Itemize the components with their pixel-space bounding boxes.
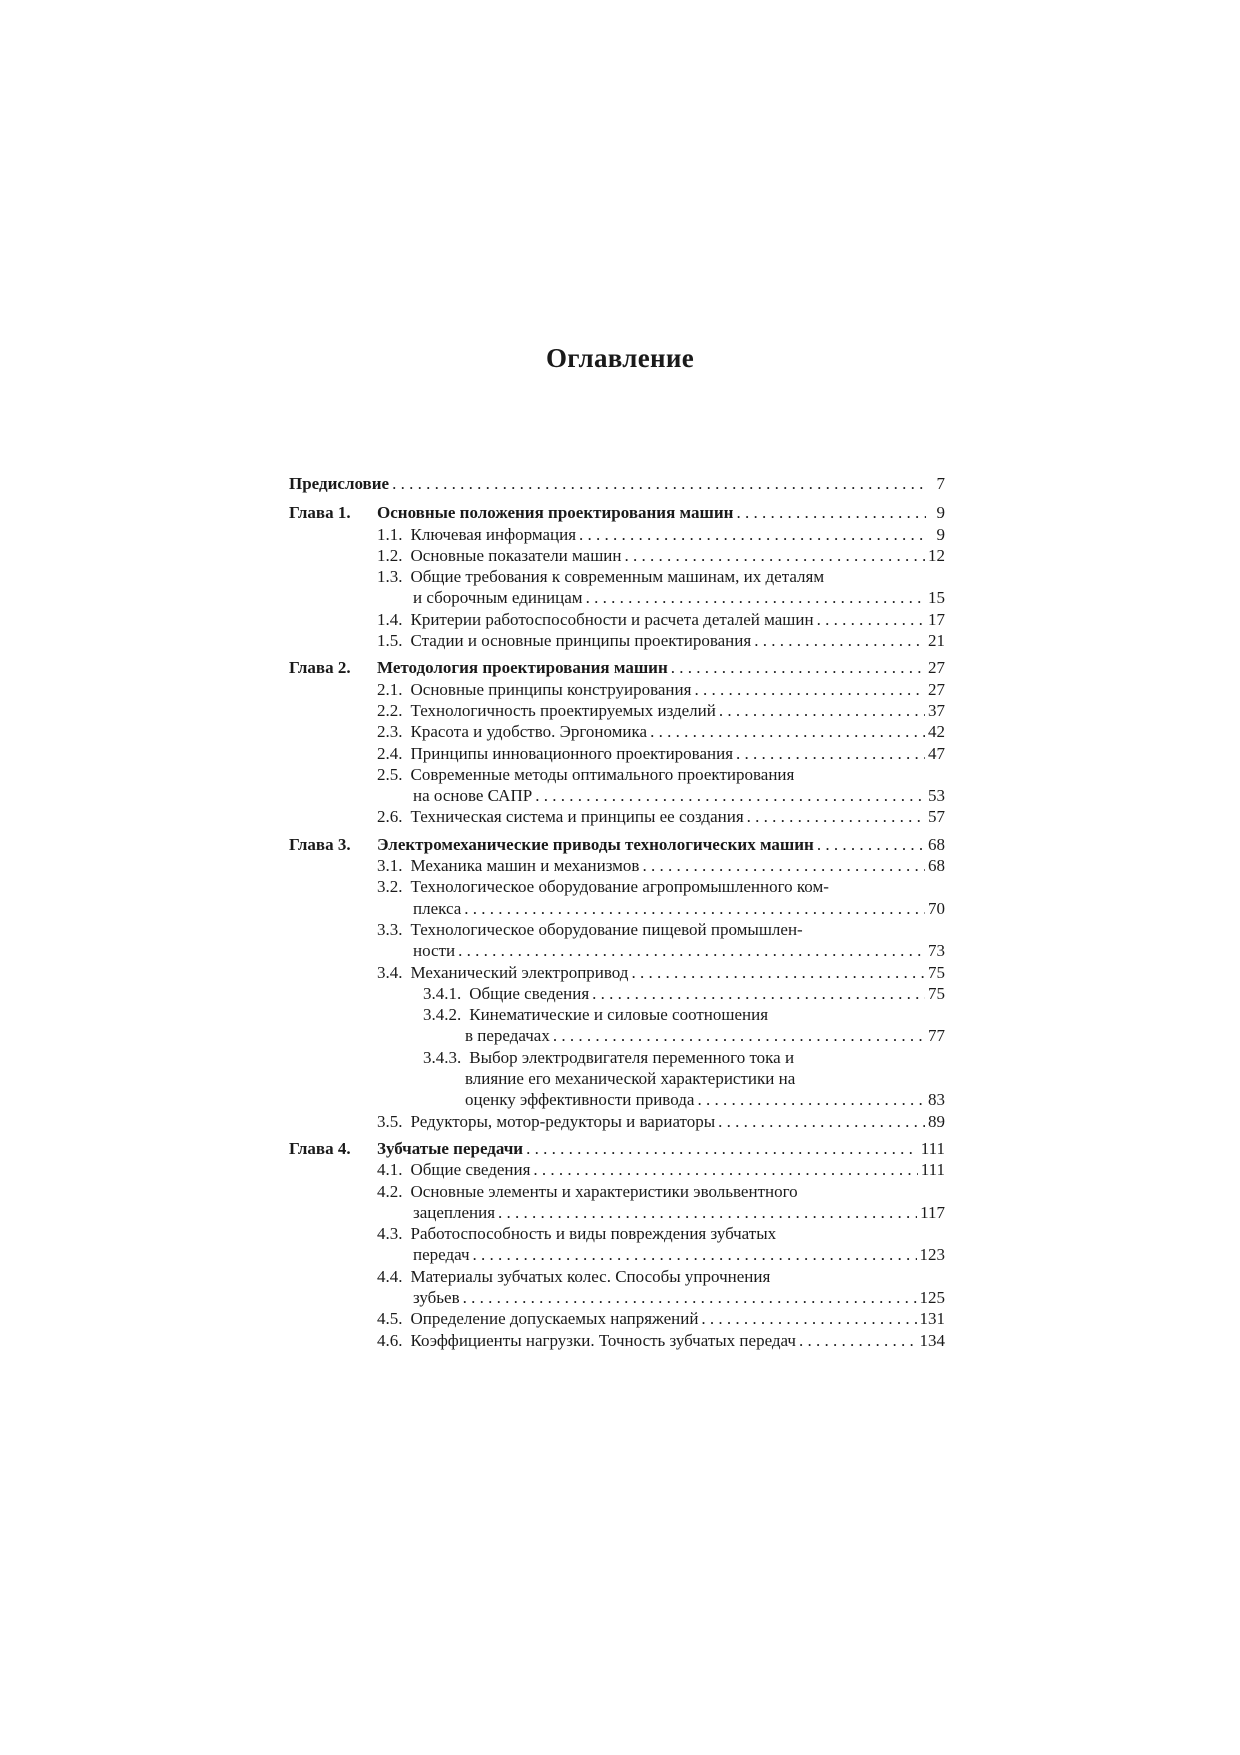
section-number: 3.4.1.: [423, 983, 462, 1003]
section-number: 3.3.: [377, 919, 403, 939]
toc-page-number: 21: [928, 631, 945, 651]
section-number: 2.5.: [377, 764, 403, 784]
toc-section: [289, 855, 945, 876]
section-title: Основные принципы конструирования: [410, 679, 692, 699]
toc-subsection: [289, 983, 945, 1004]
section-title-continued: и сборочным единицам: [413, 588, 583, 608]
toc-page-number: 42: [928, 722, 945, 742]
toc-section: [289, 1308, 945, 1329]
toc-page-number: 111: [920, 1138, 945, 1158]
section-title: Основные элементы и характеристики эвольвентного: [410, 1181, 798, 1201]
section-number: 1.5.: [377, 631, 403, 651]
section-title: Материалы зубчатых колес. Способы упрочнения: [410, 1266, 771, 1286]
toc-leader-dots: [671, 657, 925, 678]
section-title: Технологичность проектируемых изделий: [410, 700, 716, 720]
toc-section-continuation: [289, 898, 945, 919]
toc-leader-dots: [553, 1025, 925, 1046]
section-title-continued: в передачах: [465, 1026, 550, 1046]
toc-page-number: 68: [928, 834, 945, 854]
toc-page-number: 9: [936, 503, 945, 523]
toc-section: [289, 630, 945, 651]
page-title: Оглавление: [546, 343, 694, 373]
toc-section: [289, 1266, 945, 1287]
toc-leader-dots: [754, 630, 925, 651]
toc-section-continuation: [289, 1287, 945, 1308]
toc-leader-dots: [473, 1244, 917, 1265]
toc-section: [289, 919, 945, 940]
section-title: Технологическое оборудование пищевой промышлен-: [410, 919, 803, 939]
section-number: 2.3.: [377, 722, 403, 742]
section-title: Кинематические и силовые соотношения: [469, 1005, 769, 1025]
section-title: Общие сведения: [410, 1160, 531, 1180]
toc-section: [289, 609, 945, 630]
section-title: Выбор электродвигателя переменного тока и: [469, 1047, 795, 1067]
toc-page-number: 123: [919, 1245, 945, 1265]
section-number: 3.4.: [377, 962, 403, 982]
toc-leader-dots: [533, 1159, 917, 1180]
section-number: 3.4.3.: [423, 1047, 462, 1067]
section-title: Коэффициенты нагрузки. Точность зубчатых передач: [410, 1330, 796, 1350]
toc-section-continuation: [289, 940, 945, 961]
chapter-label: Глава 3.: [289, 834, 351, 854]
toc-chapter-4: [289, 1138, 945, 1351]
toc-leader-dots: [736, 502, 926, 523]
toc-page-number: 12: [928, 545, 945, 565]
toc-leader-dots: [458, 940, 925, 961]
section-number: 3.1.: [377, 856, 403, 876]
section-title-continued: зацепления: [413, 1202, 496, 1222]
toc-section: [289, 524, 945, 545]
toc-preface: [289, 473, 945, 494]
section-number: 4.5.: [377, 1309, 403, 1329]
toc-page-number: 75: [928, 962, 945, 982]
toc-section: [289, 962, 945, 983]
toc-section: [289, 545, 945, 566]
toc-leader-dots: [817, 834, 925, 855]
section-title: Механический электропривод: [410, 962, 629, 982]
section-title-continued: влияние его механической характеристики на: [465, 1069, 796, 1089]
toc-section: [289, 1223, 945, 1244]
toc-chapter-1: [289, 502, 945, 651]
chapter-title: Методология проектирования машин: [377, 658, 668, 678]
toc-section-continuation: [289, 587, 945, 608]
toc-subsection: [289, 1047, 945, 1068]
toc-section-continuation: [289, 1202, 945, 1223]
toc-page-number: 7: [936, 474, 945, 493]
section-title-continued: оценку эффективности привода: [465, 1090, 695, 1110]
toc-page-number: 131: [919, 1309, 945, 1329]
toc-chapter-3: [289, 834, 945, 1132]
toc-leader-dots: [392, 473, 926, 494]
toc-leader-dots: [625, 545, 925, 566]
chapter-title: Зубчатые передачи: [377, 1138, 524, 1158]
toc-page-number: 68: [928, 856, 945, 876]
toc-page-number: 9: [936, 524, 945, 544]
table-of-contents: [289, 473, 945, 1357]
section-title: Техническая система и принципы ее создания: [410, 807, 744, 827]
section-title-continued: на основе САПР: [413, 786, 533, 806]
section-number: 2.4.: [377, 743, 403, 763]
toc-section: [289, 764, 945, 785]
toc-leader-dots: [463, 1287, 917, 1308]
toc-page-number: 83: [928, 1090, 945, 1110]
toc-section-continuation: [289, 1089, 945, 1110]
section-number: 1.2.: [377, 545, 403, 565]
toc-section-continuation: [289, 785, 945, 806]
toc-leader-dots: [526, 1138, 918, 1159]
toc-section: [289, 700, 945, 721]
section-title-continued: передач: [413, 1245, 470, 1265]
section-number: 4.2.: [377, 1181, 403, 1201]
toc-page-number: 27: [928, 658, 945, 678]
section-number: 2.2.: [377, 700, 403, 720]
section-title: Общие сведения: [469, 983, 590, 1003]
toc-section-continuation: [289, 1244, 945, 1265]
toc-leader-dots: [464, 898, 925, 919]
toc-page-number: 27: [928, 679, 945, 699]
toc-section-continuation: [289, 1025, 945, 1046]
toc-page-number: 125: [919, 1287, 945, 1307]
section-number: 1.4.: [377, 609, 403, 629]
toc-section: [289, 1181, 945, 1202]
chapter-label: Глава 4.: [289, 1138, 351, 1158]
toc-leader-dots: [642, 855, 925, 876]
section-number: 4.6.: [377, 1330, 403, 1350]
toc-leader-dots: [736, 743, 925, 764]
section-title: Технологическое оборудование агропромышленного ком-: [410, 877, 829, 897]
section-title: Определение допускаемых напряжений: [410, 1309, 699, 1329]
section-title-continued: зубьев: [413, 1287, 460, 1307]
toc-page-number: 70: [928, 898, 945, 918]
toc-leader-dots: [631, 962, 925, 983]
section-number: 4.4.: [377, 1266, 403, 1286]
section-title-continued: ности: [413, 941, 456, 961]
toc-leader-dots: [535, 785, 925, 806]
section-number: 1.1.: [377, 524, 403, 544]
toc-section: [289, 566, 945, 587]
toc-subsection: [289, 1004, 945, 1025]
section-title: Принципы инновационного проектирования: [410, 743, 734, 763]
section-title: Редукторы, мотор-редукторы и вариаторы: [410, 1111, 716, 1131]
section-number: 2.6.: [377, 807, 403, 827]
toc-leader-dots: [697, 1089, 925, 1110]
toc-page-number: 37: [928, 700, 945, 720]
toc-preface-label: Предисловие: [289, 474, 390, 493]
toc-section: [289, 1111, 945, 1132]
toc-leader-dots: [719, 700, 925, 721]
toc-leader-dots: [718, 1111, 925, 1132]
toc-page-number: 17: [928, 609, 945, 629]
toc-leader-dots: [701, 1308, 916, 1329]
toc-section: [289, 721, 945, 742]
toc-leader-dots: [586, 587, 925, 608]
chapter-label: Глава 2.: [289, 658, 351, 678]
toc-section: [289, 806, 945, 827]
toc-section: [289, 1159, 945, 1180]
section-title: Основные показатели машин: [410, 545, 622, 565]
toc-section-continuation: [289, 1068, 945, 1089]
section-title: Красота и удобство. Эргономика: [410, 722, 648, 742]
toc-page-number: 89: [928, 1111, 945, 1131]
toc-section: [289, 679, 945, 700]
toc-page-number: 47: [928, 743, 945, 763]
section-title: Работоспособность и виды повреждения зубчатых: [410, 1224, 777, 1244]
chapter-title: Основные положения проектирования машин: [377, 503, 734, 523]
section-title: Общие требования к современным машинам, их деталям: [410, 567, 825, 587]
toc-page-number: 75: [928, 983, 945, 1003]
section-number: 2.1.: [377, 679, 403, 699]
toc-section: [289, 876, 945, 897]
toc-page-number: 77: [928, 1026, 945, 1046]
toc-page-number: 134: [919, 1330, 945, 1350]
toc-leader-dots: [579, 524, 926, 545]
toc-leader-dots: [592, 983, 925, 1004]
section-number: 3.4.2.: [423, 1005, 462, 1025]
toc-page-number: 15: [928, 588, 945, 608]
section-title-continued: плекса: [413, 898, 462, 918]
toc-page-number: 73: [928, 941, 945, 961]
toc-section: [289, 1330, 945, 1351]
section-number: 4.1.: [377, 1160, 403, 1180]
section-number: 4.3.: [377, 1224, 403, 1244]
toc-page-number: 57: [928, 807, 945, 827]
toc-leader-dots: [817, 609, 925, 630]
toc-leader-dots: [747, 806, 925, 827]
toc-leader-dots: [650, 721, 925, 742]
section-number: 1.3.: [377, 567, 403, 587]
section-title: Стадии и основные принципы проектирования: [410, 631, 752, 651]
section-title: Ключевая информация: [410, 524, 577, 544]
toc-leader-dots: [694, 679, 925, 700]
toc-page-number: 111: [920, 1160, 945, 1180]
section-number: 3.2.: [377, 877, 403, 897]
toc-section: [289, 743, 945, 764]
chapter-label: Глава 1.: [289, 503, 351, 523]
toc-leader-dots: [498, 1202, 917, 1223]
toc-page-number: 117: [920, 1202, 945, 1222]
section-title: Критерии работоспособности и расчета деталей машин: [410, 609, 814, 629]
toc-leader-dots: [799, 1330, 917, 1351]
toc-page-number: 53: [928, 786, 945, 806]
section-title: Современные методы оптимального проектирования: [410, 764, 795, 784]
chapter-title: Электромеханические приводы технологических машин: [377, 834, 814, 854]
section-title: Механика машин и механизмов: [410, 856, 640, 876]
section-number: 3.5.: [377, 1111, 403, 1131]
toc-chapter-2: [289, 657, 945, 827]
